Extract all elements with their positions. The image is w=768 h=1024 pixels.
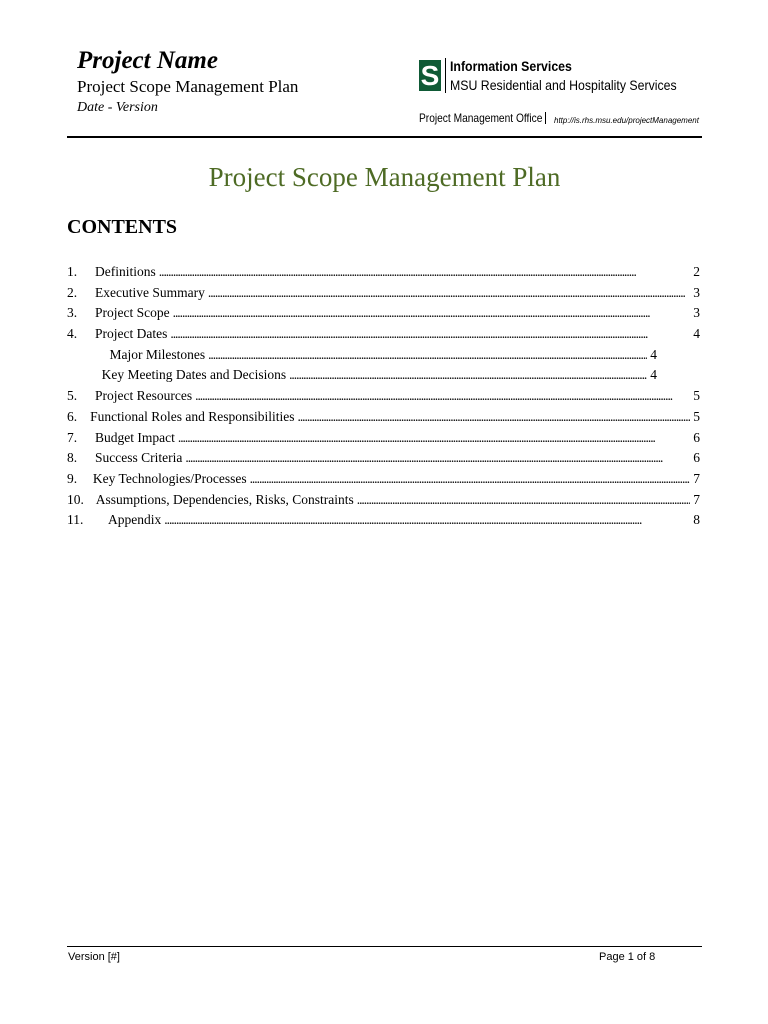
logo-line-1: Information Services: [450, 58, 572, 74]
toc-leader: [173, 303, 691, 324]
toc-entry[interactable]: [67, 324, 700, 345]
toc-entry[interactable]: [67, 283, 700, 304]
toc-page-number: 5: [693, 408, 700, 424]
msu-s-icon: S: [420, 60, 440, 91]
toc-leader: [250, 469, 691, 490]
toc-label: Project Resources: [95, 388, 193, 404]
toc-number: 6.: [67, 408, 78, 424]
toc-label: Success Criteria: [95, 450, 183, 466]
toc-leader: [185, 448, 690, 469]
toc-page-number: 5: [693, 388, 700, 404]
toc-label: Major Milestones: [109, 346, 206, 362]
toc-number: 10.: [67, 491, 84, 507]
toc-number: 2.: [67, 284, 78, 300]
logo-office-divider: [545, 112, 546, 124]
toc-number: 11.: [67, 512, 84, 528]
toc-page-number: 3: [693, 284, 700, 300]
page-header: [67, 44, 702, 136]
toc-page-number: 4: [650, 346, 657, 362]
toc-page-number: 6: [693, 429, 700, 445]
toc-page-number: 4: [693, 326, 700, 342]
toc-entry[interactable]: [67, 386, 700, 407]
toc-entry[interactable]: [67, 345, 657, 366]
toc-label: Assumptions, Dependencies, Risks, Constraints: [95, 491, 354, 507]
toc-number: 4.: [67, 326, 78, 342]
toc-label: Key Technologies/Processes: [92, 470, 247, 486]
toc-entry[interactable]: [67, 303, 700, 324]
toc-number: 8.: [67, 450, 78, 466]
toc-label: Appendix: [108, 512, 162, 528]
toc-page-number: 2: [693, 264, 700, 279]
toc-leader: [208, 345, 647, 366]
toc-label: Project Scope: [95, 305, 170, 321]
toc-label: Executive Summary: [95, 284, 205, 300]
toc-entry[interactable]: [67, 490, 700, 511]
footer-rule: [67, 946, 702, 947]
toc-leader: [208, 283, 690, 304]
toc-label: Key Meeting Dates and Decisions: [101, 367, 287, 383]
toc-entry[interactable]: [67, 262, 700, 283]
toc-entry[interactable]: [67, 365, 657, 386]
document-title: Project Scope Management Plan: [208, 162, 561, 192]
toc-label: Budget Impact: [95, 429, 175, 445]
toc-page-number: 7: [693, 470, 700, 486]
msu-logo: [411, 44, 703, 134]
toc-page-number: 7: [693, 491, 700, 507]
toc-entry[interactable]: [67, 428, 700, 449]
logo-office: Project Management Office: [419, 111, 543, 125]
toc-number: 1.: [67, 264, 78, 279]
toc-leader: [357, 490, 691, 511]
toc-label: Functional Roles and Responsibilities: [90, 408, 295, 424]
toc-entry[interactable]: [67, 510, 700, 531]
header-rule: [67, 136, 702, 138]
toc-label: Project Dates: [95, 326, 168, 342]
header-subtitle: Project Scope Management Plan: [77, 77, 299, 96]
toc-label: Definitions: [95, 264, 156, 279]
footer-version: Version [#]: [68, 951, 120, 963]
toc-leader: [178, 428, 690, 449]
toc-page-number: 3: [693, 305, 700, 321]
date-version: Date - Version: [77, 100, 158, 115]
table-of-contents: [67, 262, 700, 531]
toc-page-number: 8: [693, 512, 700, 528]
toc-leader: [159, 262, 691, 283]
logo-line-2: MSU Residential and Hospitality Services: [450, 77, 677, 93]
toc-number: 3.: [67, 305, 78, 321]
toc-page-number: 4: [650, 367, 657, 383]
toc-entry[interactable]: [67, 469, 700, 490]
project-name: Project Name: [77, 47, 218, 74]
toc-page-number: 6: [693, 450, 700, 466]
toc-entry[interactable]: [67, 407, 700, 428]
toc-entry[interactable]: [67, 448, 700, 469]
logo-divider: [445, 58, 446, 93]
logo-url: http://is.rhs.msu.edu/projectManagement: [554, 116, 699, 125]
toc-number: 7.: [67, 429, 78, 445]
footer-page-number: Page 1 of 8: [599, 951, 656, 963]
toc-leader: [289, 365, 647, 386]
toc-number: 9.: [67, 470, 78, 486]
toc-leader: [170, 324, 690, 345]
toc-leader: [195, 386, 690, 407]
toc-leader: [297, 407, 690, 428]
toc-leader: [164, 510, 690, 531]
contents-heading: CONTENTS: [67, 216, 178, 238]
toc-number: 5.: [67, 388, 78, 404]
